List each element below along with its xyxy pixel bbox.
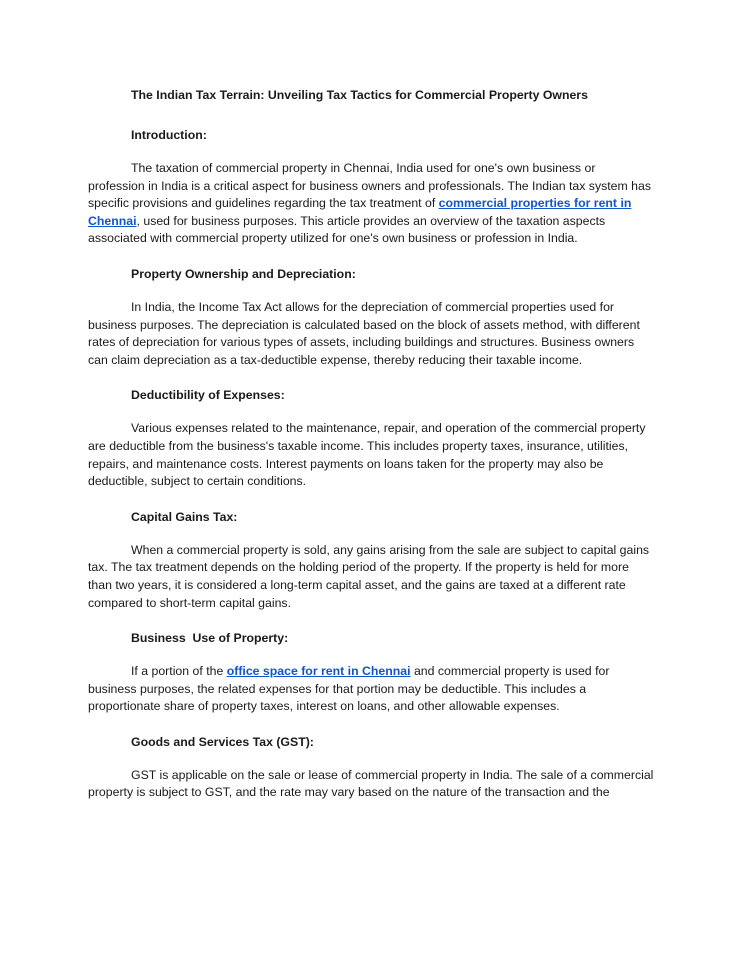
- heading-depreciation: Property Ownership and Depreciation:: [131, 266, 356, 281]
- paragraph-depreciation: In India, the Income Tax Act allows for the depreciation of commercial properties used for business purposes. The depreciation is calculated based on the block of assets method, with different rates of depreciation for various types of assets, including buildings and structures. Business owners can claim depreciation as a tax-deductible expense, thereby reducing their taxable income.: [88, 299, 640, 367]
- paragraph-deductibility: Various expenses related to the maintenance, repair, and operation of the commercial property are deductible from the business's taxable income. This includes property taxes, insurance, utilities, repairs, and maintenance costs. Interest payments on loans taken for the property may also be deductible, subject to certain conditions.: [88, 421, 646, 489]
- link-office-space-chennai[interactable]: office space for rent in Chennai: [226, 664, 411, 679]
- heading-gst: Goods and Services Tax (GST):: [131, 734, 314, 749]
- paragraph-text: and commercial property is used for business purposes, the related expenses for that portion may be deductible. This includes a proportionate share of property taxes, interest on loans, and other allowable expenses.: [88, 664, 610, 714]
- paragraph-text: If a portion of the: [131, 664, 227, 679]
- paragraph-gst: GST is applicable on the sale or lease of commercial property in India. The sale of a commercial property is subject to GST, and the rate may vary based on the nature of the transaction and the: [88, 767, 654, 800]
- paragraph-capital-gains: When a commercial property is sold, any gains arising from the sale are subject to capital gains tax. The tax treatment depends on the holding period of the property. If the property is held for more than two years, it is considered a long-term capital asset, and the gains are taxed at a different rate compared to short-term capital gains.: [88, 542, 650, 610]
- heading-deductibility: Deductibility of Expenses:: [131, 388, 285, 403]
- heading-introduction: Introduction:: [131, 128, 207, 142]
- paragraph-introduction: [88, 160, 654, 248]
- paragraph-business-use: [88, 663, 654, 716]
- heading-capital-gains: Capital Gains Tax:: [131, 509, 238, 524]
- document-body: [88, 87, 654, 820]
- paragraph-text: The taxation of commercial property in Chennai, India used for one's own business or profession in India is a critical aspect for business owners and professionals. The Indian tax system has specific provisions and guidelines regarding the tax treatment of: [88, 161, 651, 211]
- document-title: The Indian Tax Terrain: Unveiling Tax Tactics for Commercial Property Owners: [131, 88, 588, 102]
- link-commercial-properties-chennai[interactable]: commercial properties for rent in Chennai: [88, 196, 632, 228]
- paragraph-text: , used for business purposes. This article provides an overview of the taxation aspects associated with commercial property utilized for one's own business or profession in India.: [88, 213, 606, 246]
- heading-business-use: Business Use of Property:: [131, 631, 289, 646]
